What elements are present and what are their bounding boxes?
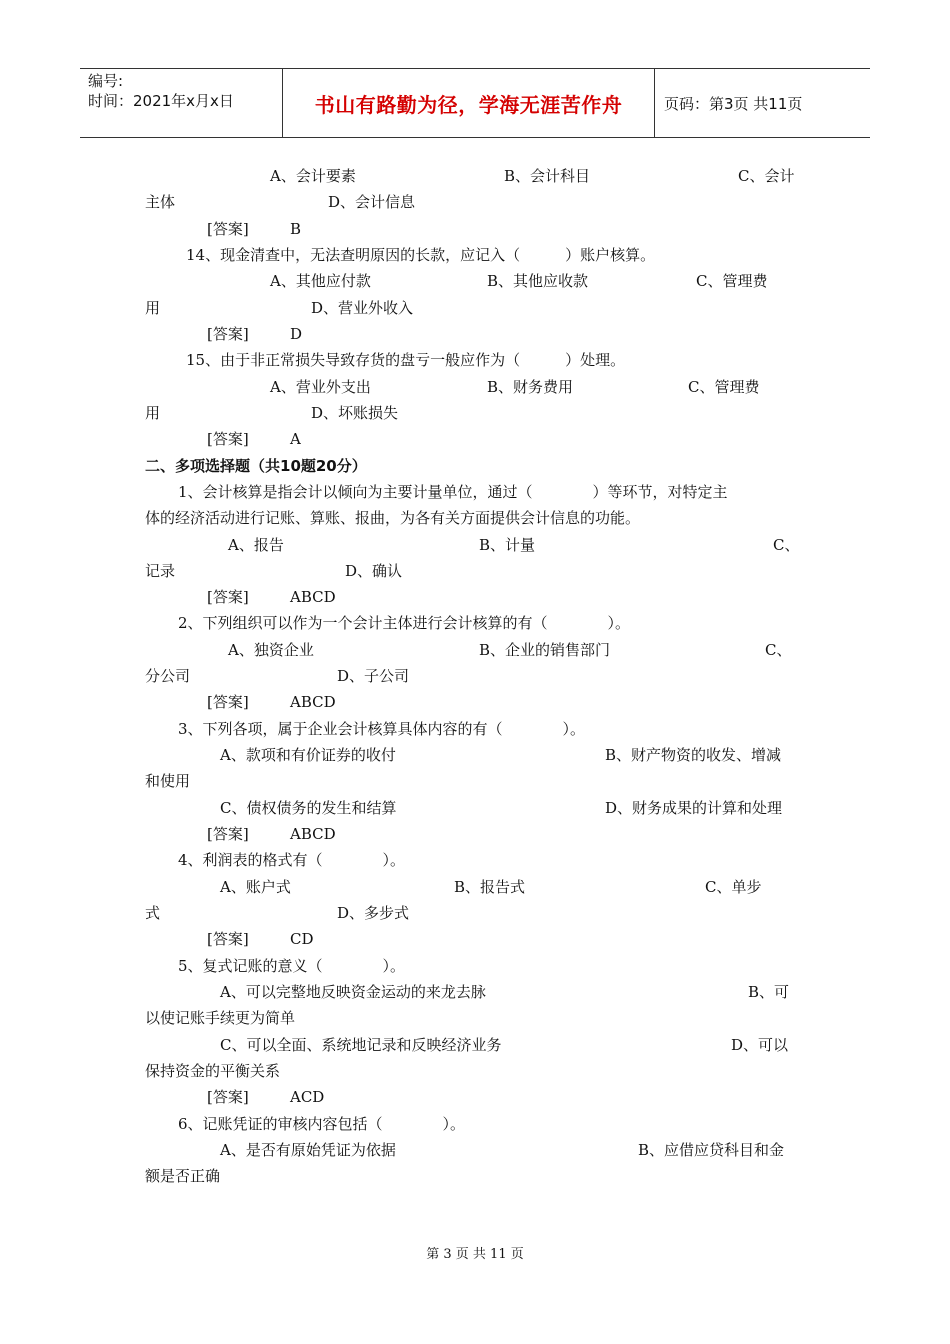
text-line: D、确认 [345, 562, 403, 580]
text-line: D、多步式 [337, 904, 410, 922]
text-line: [答案] [207, 220, 249, 238]
text-line: B、财产物资的收发、增减 [605, 746, 782, 764]
text-line: [答案] [207, 693, 249, 711]
text-line: 1、会计核算是指会计以倾向为主要计量单位，通过（ ）等环节，对特定主 [178, 483, 728, 501]
text-line: B、财务费用 [487, 378, 574, 396]
text-line: D、坏账损失 [311, 404, 399, 422]
text-line: 5、复式记账的意义（ ）。 [178, 957, 406, 975]
text-line: A、款项和有价证券的收付 [220, 746, 396, 764]
text-line: D [290, 325, 303, 343]
text-line: [答案] [207, 325, 249, 343]
text-line: B、计量 [479, 536, 536, 554]
text-line: C、可以全面、系统地记录和反映经济业务 [220, 1036, 502, 1054]
page-footer: 第 3 页 共 11 页 [426, 1247, 524, 1262]
text-line: D、子公司 [337, 667, 410, 685]
text-line: C、单步 [705, 878, 762, 896]
text-line: B [290, 220, 302, 238]
text-line: [答案] [207, 430, 249, 448]
text-line: 式 [145, 904, 161, 922]
text-line: [答案] [207, 588, 249, 606]
header-motto-cell [283, 69, 655, 137]
text-line: CD [290, 930, 314, 948]
text-line: A、是否有原始凭证为依据 [220, 1141, 396, 1159]
text-line: 以使记账手续更为简单 [145, 1009, 296, 1027]
document-number-label: 编号: [88, 72, 124, 90]
section-heading: 二、多项选择题（共10题20分） [145, 457, 367, 475]
text-line: 3、下列各项，属于企业会计核算具体内容的有（ ）。 [178, 720, 586, 738]
text-line: D、营业外收入 [311, 299, 414, 317]
text-line: A、其他应付款 [270, 272, 371, 290]
text-line: A [290, 430, 301, 448]
text-line: C、 [773, 536, 800, 554]
page-header [80, 68, 870, 138]
text-line: ABCD [290, 825, 336, 843]
text-line: D、可以 [731, 1036, 789, 1054]
text-line: C、管理费 [688, 378, 760, 396]
text-line: 主体 [145, 193, 176, 211]
text-line: 14、现金清查中，无法查明原因的长款，应记入（ ）账户核算。 [186, 246, 656, 264]
text-line: 额是否正确 [145, 1167, 221, 1185]
text-line: B、应借应贷科目和金 [638, 1141, 785, 1159]
text-line: C、管理费 [696, 272, 768, 290]
text-line: 2、下列组织可以作为一个会计主体进行会计核算的有（ ）。 [178, 614, 631, 632]
text-line: 用 [145, 299, 161, 317]
header-motto: 书山有路勤为径，学海无涯苦作舟 [314, 92, 623, 117]
header-page-number: 页码：第3页 共11页 [664, 94, 803, 113]
document-date-label: 时间：2021年x月x日 [88, 92, 234, 110]
text-line: 用 [145, 404, 161, 422]
header-page-cell [664, 69, 802, 137]
text-line: A、账户式 [220, 878, 291, 896]
text-line: 和使用 [145, 772, 191, 790]
text-line: 15、由于非正常损失导致存货的盘亏一般应作为（ ）处理。 [186, 351, 626, 369]
text-line: B、企业的销售部门 [479, 641, 611, 659]
text-line: A、营业外支出 [270, 378, 371, 396]
text-line: A、会计要素 [270, 167, 356, 185]
text-line: [答案] [207, 825, 249, 843]
text-line: 分公司 [145, 667, 191, 685]
text-line: ABCD [290, 693, 336, 711]
text-line: A、报告 [228, 536, 284, 554]
text-line: ACD [290, 1088, 325, 1106]
text-line: ABCD [290, 588, 336, 606]
text-line: 6、记账凭证的审核内容包括（ ）。 [178, 1115, 466, 1133]
text-line: 体的经济活动进行记账、算账、报曲，为各有关方面提供会计信息的功能。 [145, 509, 641, 527]
text-line: 4、利润表的格式有（ ）。 [178, 851, 406, 869]
text-line: C、 [765, 641, 792, 659]
text-line: [答案] [207, 1088, 249, 1106]
text-line: B、报告式 [454, 878, 526, 896]
text-line: D、财务成果的计算和处理 [605, 799, 783, 817]
header-meta-cell [80, 69, 283, 137]
text-line: C、债权债务的发生和结算 [220, 799, 397, 817]
text-line: B、其他应收款 [487, 272, 589, 290]
text-line: B、可 [748, 983, 790, 1001]
text-line: [答案] [207, 930, 249, 948]
text-line: D、会计信息 [328, 193, 416, 211]
text-line: 保持资金的平衡关系 [145, 1062, 281, 1080]
text-line: B、会计科目 [504, 167, 591, 185]
text-line: A、可以完整地反映资金运动的来龙去脉 [220, 983, 486, 1001]
text-line: A、独资企业 [228, 641, 314, 659]
text-line: 记录 [145, 562, 176, 580]
text-line: C、会计 [738, 167, 795, 185]
